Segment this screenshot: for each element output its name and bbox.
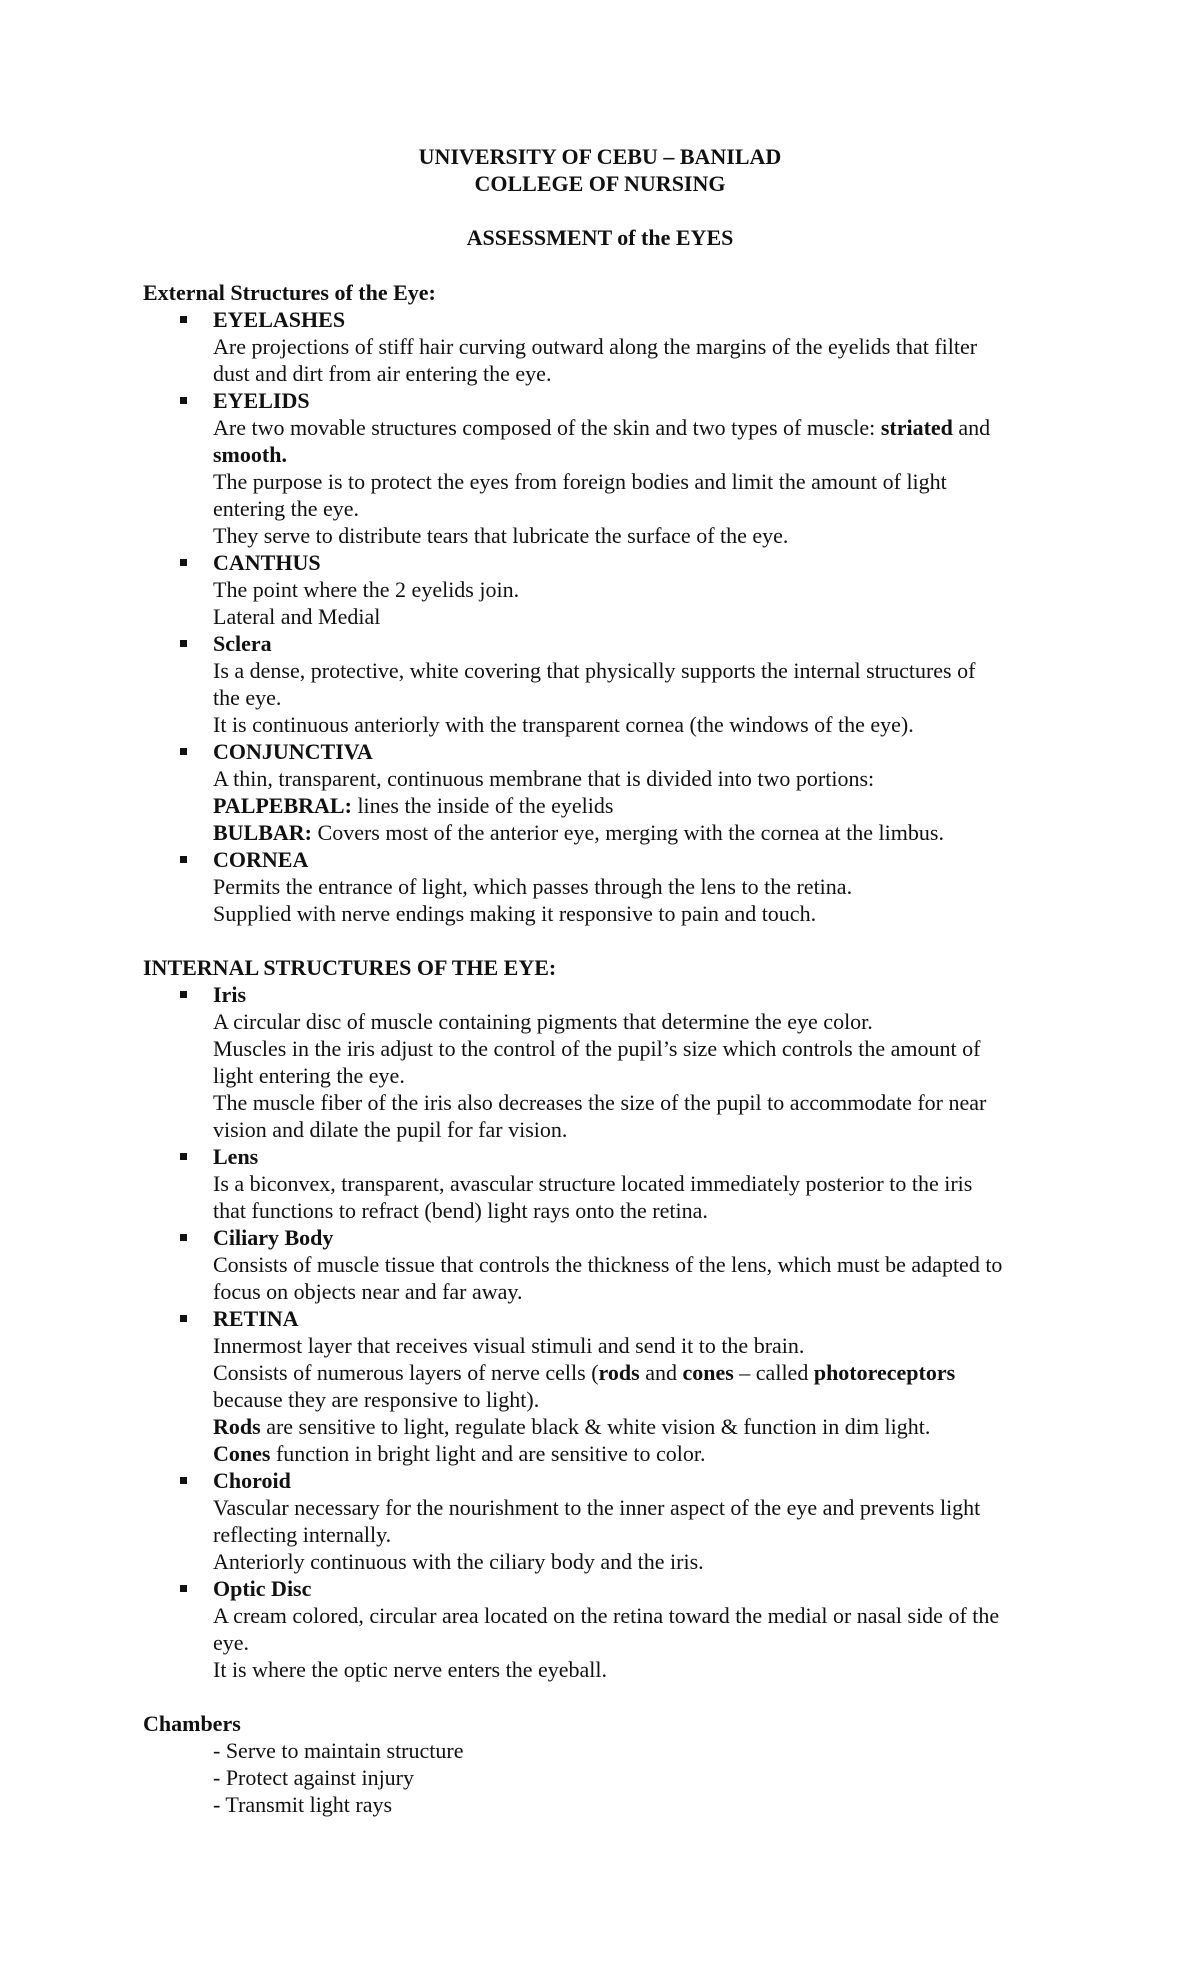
text-segment: – called bbox=[733, 1360, 814, 1385]
text-segment: Muscles in the iris adjust to the control of the pupil’s size which controls the amount of bbox=[213, 1036, 981, 1061]
bold-term: striated bbox=[880, 415, 953, 440]
structure-title: Iris bbox=[213, 982, 246, 1007]
text-segment: and bbox=[952, 415, 991, 440]
structure-title: Lens bbox=[213, 1144, 259, 1169]
structure-item bbox=[143, 306, 1083, 387]
text-segment: Innermost layer that receives visual stimuli and send it to the brain. bbox=[213, 1333, 805, 1358]
square-bullet-icon bbox=[180, 748, 187, 755]
structure-description-line bbox=[213, 1548, 1083, 1575]
square-bullet-icon bbox=[180, 397, 187, 404]
structure-description-line bbox=[213, 1332, 1083, 1359]
structure-item bbox=[143, 549, 1083, 630]
structure-item bbox=[143, 1224, 1083, 1305]
structure-description-line bbox=[213, 414, 1083, 441]
text-segment: Lateral and Medial bbox=[213, 604, 381, 629]
chamber-function-item: - Protect against injury bbox=[213, 1765, 415, 1790]
text-segment: because they are responsive to light). bbox=[213, 1387, 540, 1412]
structure-description-line bbox=[213, 873, 1083, 900]
structure-title: EYELIDS bbox=[213, 388, 310, 413]
college-name: COLLEGE OF NURSING bbox=[474, 171, 726, 196]
structure-description-line bbox=[213, 711, 1083, 738]
bold-term: rods bbox=[598, 1360, 640, 1385]
text-segment: Anteriorly continuous with the ciliary body and the iris. bbox=[213, 1549, 704, 1574]
structure-description-line bbox=[213, 1386, 1083, 1413]
structure-item bbox=[143, 738, 1083, 846]
text-segment: focus on objects near and far away. bbox=[213, 1279, 523, 1304]
structure-description-line bbox=[213, 1629, 1083, 1656]
square-bullet-icon bbox=[180, 640, 187, 647]
square-bullet-icon bbox=[180, 316, 187, 323]
structure-description-line bbox=[213, 819, 1083, 846]
text-segment: lines the inside of the eyelids bbox=[351, 793, 614, 818]
text-segment: Vascular necessary for the nourishment to the inner aspect of the eye and prevents light bbox=[213, 1495, 981, 1520]
structure-description-line bbox=[213, 333, 1083, 360]
text-segment: Covers most of the anterior eye, merging with the cornea at the limbus. bbox=[312, 820, 944, 845]
bold-term: BULBAR: bbox=[213, 820, 313, 845]
structure-description-line bbox=[213, 1035, 1083, 1062]
structure-title: RETINA bbox=[213, 1306, 299, 1331]
structure-description-line bbox=[213, 1521, 1083, 1548]
square-bullet-icon bbox=[180, 559, 187, 566]
structure-description-line bbox=[213, 657, 1083, 684]
text-segment: dust and dirt from air entering the eye. bbox=[213, 361, 552, 386]
structure-description-line bbox=[213, 1278, 1083, 1305]
text-segment: They serve to distribute tears that lubricate the surface of the eye. bbox=[213, 523, 789, 548]
structure-title: Choroid bbox=[213, 1468, 291, 1493]
document-body bbox=[143, 279, 1083, 1818]
text-segment: It is continuous anteriorly with the transparent cornea (the windows of the eye). bbox=[213, 712, 914, 737]
text-segment: Is a biconvex, transparent, avascular structure located immediately posterior to the iris bbox=[213, 1171, 973, 1196]
structure-description-line bbox=[213, 1197, 1083, 1224]
text-segment: vision and dilate the pupil for far vision. bbox=[213, 1117, 568, 1142]
structure-title: CORNEA bbox=[213, 847, 309, 872]
structure-item bbox=[143, 1467, 1083, 1575]
structure-description-line bbox=[213, 1008, 1083, 1035]
bold-term: PALPEBRAL: bbox=[213, 793, 352, 818]
square-bullet-icon bbox=[180, 856, 187, 863]
structure-title: Sclera bbox=[213, 631, 272, 656]
internal-structures-list bbox=[143, 981, 1083, 1683]
structure-title: EYELASHES bbox=[213, 307, 346, 332]
structure-item bbox=[143, 1575, 1083, 1683]
external-structures-list bbox=[143, 306, 1083, 927]
structure-description-line bbox=[213, 468, 1083, 495]
square-bullet-icon bbox=[180, 1153, 187, 1160]
chambers-heading: Chambers bbox=[143, 1711, 241, 1736]
text-segment: that functions to refract (bend) light rays onto the retina. bbox=[213, 1198, 708, 1223]
structure-description-line bbox=[213, 360, 1083, 387]
structure-description-line bbox=[213, 684, 1083, 711]
structure-item bbox=[143, 1143, 1083, 1224]
square-bullet-icon bbox=[180, 1585, 187, 1592]
structure-description-line bbox=[213, 522, 1083, 549]
structure-description-line bbox=[213, 1116, 1083, 1143]
section-spacer bbox=[143, 927, 1083, 954]
structure-description-line bbox=[213, 765, 1083, 792]
chamber-function-item: - Serve to maintain structure bbox=[213, 1738, 464, 1763]
text-segment: The purpose is to protect the eyes from foreign bodies and limit the amount of light bbox=[213, 469, 947, 494]
internal-structures-heading: INTERNAL STRUCTURES OF THE EYE: bbox=[143, 955, 557, 980]
square-bullet-icon bbox=[180, 1315, 187, 1322]
structure-item bbox=[143, 846, 1083, 927]
text-segment: and bbox=[639, 1360, 683, 1385]
text-segment: A cream colored, circular area located on the retina toward the medial or nasal side of the bbox=[213, 1603, 1000, 1628]
structure-description-line bbox=[213, 441, 1083, 468]
bold-term: Cones bbox=[213, 1441, 271, 1466]
bold-term: cones bbox=[682, 1360, 734, 1385]
text-segment: light entering the eye. bbox=[213, 1063, 405, 1088]
structure-description-line bbox=[213, 1251, 1083, 1278]
text-segment: reflecting internally. bbox=[213, 1522, 392, 1547]
square-bullet-icon bbox=[180, 1234, 187, 1241]
bold-term: photoreceptors bbox=[813, 1360, 956, 1385]
university-name: UNIVERSITY OF CEBU – BANILAD bbox=[418, 144, 782, 169]
document-header bbox=[0, 143, 1200, 251]
structure-description-line bbox=[213, 792, 1083, 819]
structure-item bbox=[143, 981, 1083, 1143]
structure-description-line bbox=[213, 1062, 1083, 1089]
text-segment: Is a dense, protective, white covering that physically supports the internal structures of bbox=[213, 658, 976, 683]
text-segment: are sensitive to light, regulate black & white vision & function in dim light. bbox=[260, 1414, 931, 1439]
text-segment: eye. bbox=[213, 1630, 250, 1655]
structure-item bbox=[143, 1305, 1083, 1467]
structure-title: Optic Disc bbox=[213, 1576, 312, 1601]
structure-description-line bbox=[213, 603, 1083, 630]
structure-description-line bbox=[213, 1089, 1083, 1116]
bold-term: Rods bbox=[213, 1414, 261, 1439]
text-segment: Are projections of stiff hair curving outward along the margins of the eyelids that filter bbox=[213, 334, 978, 359]
structure-description-line bbox=[213, 576, 1083, 603]
bold-term: smooth. bbox=[213, 442, 287, 467]
structure-item bbox=[143, 387, 1083, 549]
square-bullet-icon bbox=[180, 1477, 187, 1484]
structure-description-line bbox=[213, 1494, 1083, 1521]
text-segment: function in bright light and are sensitive to color. bbox=[270, 1441, 706, 1466]
text-segment: Consists of numerous layers of nerve cells ( bbox=[213, 1360, 599, 1385]
external-structures-heading: External Structures of the Eye: bbox=[143, 280, 436, 305]
text-segment: the eye. bbox=[213, 685, 282, 710]
text-segment: Supplied with nerve endings making it responsive to pain and touch. bbox=[213, 901, 817, 926]
text-segment: entering the eye. bbox=[213, 496, 359, 521]
text-segment: A thin, transparent, continuous membrane that is divided into two portions: bbox=[213, 766, 875, 791]
structure-title: CONJUNCTIVA bbox=[213, 739, 373, 764]
text-segment: The point where the 2 eyelids join. bbox=[213, 577, 520, 602]
structure-description-line bbox=[213, 495, 1083, 522]
structure-title: Ciliary Body bbox=[213, 1225, 334, 1250]
document-title: ASSESSMENT of the EYES bbox=[466, 225, 734, 250]
text-segment: Consists of muscle tissue that controls the thickness of the lens, which must be adapted to bbox=[213, 1252, 1003, 1277]
structure-description-line bbox=[213, 900, 1083, 927]
text-segment: It is where the optic nerve enters the eyeball. bbox=[213, 1657, 608, 1682]
structure-description-line bbox=[213, 1440, 1083, 1467]
structure-description-line bbox=[213, 1170, 1083, 1197]
structure-title: CANTHUS bbox=[213, 550, 321, 575]
structure-description-line bbox=[213, 1413, 1083, 1440]
structure-description-line bbox=[213, 1359, 1083, 1386]
structure-description-line bbox=[213, 1602, 1083, 1629]
text-segment: The muscle fiber of the iris also decreases the size of the pupil to accommodate for near bbox=[213, 1090, 987, 1115]
chamber-function-item: - Transmit light rays bbox=[213, 1792, 393, 1817]
chambers-list bbox=[143, 1737, 1083, 1818]
section-spacer bbox=[143, 1683, 1083, 1710]
text-segment: A circular disc of muscle containing pigments that determine the eye color. bbox=[213, 1009, 873, 1034]
structure-description-line bbox=[213, 1656, 1083, 1683]
text-segment: Permits the entrance of light, which passes through the lens to the retina. bbox=[213, 874, 853, 899]
square-bullet-icon bbox=[180, 991, 187, 998]
structure-item bbox=[143, 630, 1083, 738]
text-segment: Are two movable structures composed of the skin and two types of muscle: bbox=[213, 415, 881, 440]
